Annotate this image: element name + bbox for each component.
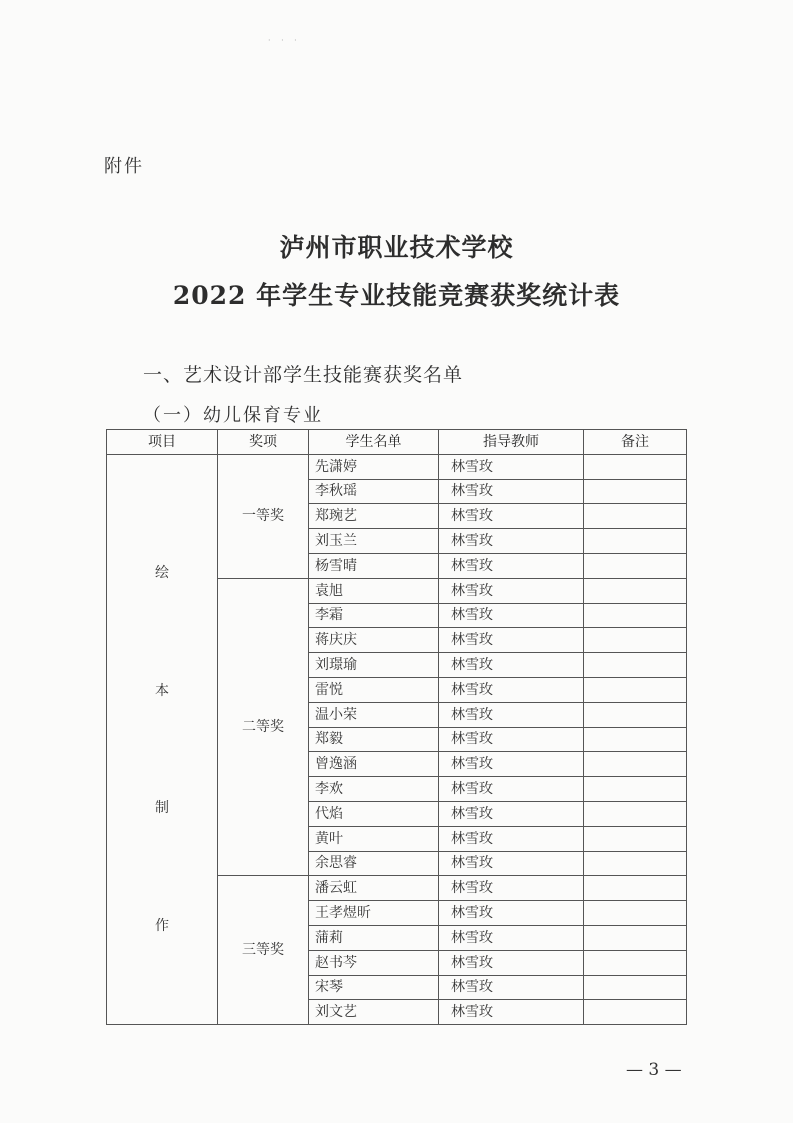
header-project: 项目	[107, 430, 218, 455]
note-cell	[584, 851, 687, 876]
teacher-name-cell: 林雪玫	[439, 553, 584, 578]
student-name-cell: 杨雪晴	[309, 553, 439, 578]
note-cell	[584, 578, 687, 603]
student-name-cell: 李欢	[309, 777, 439, 802]
teacher-name-cell: 林雪玫	[439, 504, 584, 529]
note-cell	[584, 876, 687, 901]
note-cell	[584, 801, 687, 826]
teacher-name-cell: 林雪玫	[439, 677, 584, 702]
award-cell: 二等奖	[218, 578, 309, 876]
student-name-cell: 李秋瑶	[309, 479, 439, 504]
note-cell	[584, 479, 687, 504]
document-title-line1: 泸州市职业技术学校	[279, 233, 514, 262]
teacher-name-cell: 林雪玫	[439, 851, 584, 876]
teacher-name-cell: 林雪玫	[439, 578, 584, 603]
student-name-cell: 潘云虹	[309, 876, 439, 901]
note-cell	[584, 950, 687, 975]
teacher-name-cell: 林雪玫	[439, 826, 584, 851]
project-char: 制	[155, 800, 169, 817]
student-name-cell: 温小荣	[309, 702, 439, 727]
teacher-name-cell: 林雪玫	[439, 1000, 584, 1025]
student-name-cell: 刘文艺	[309, 1000, 439, 1025]
project-char: 作	[155, 917, 169, 934]
student-name-cell: 黄叶	[309, 826, 439, 851]
note-cell	[584, 553, 687, 578]
teacher-name-cell: 林雪玫	[439, 479, 584, 504]
award-cell: 一等奖	[218, 454, 309, 578]
teacher-name-cell: 林雪玫	[439, 529, 584, 554]
note-cell	[584, 727, 687, 752]
note-cell	[584, 603, 687, 628]
note-cell	[584, 677, 687, 702]
student-name-cell: 余思睿	[309, 851, 439, 876]
student-name-cell: 郑毅	[309, 727, 439, 752]
student-name-cell: 袁旭	[309, 578, 439, 603]
note-cell	[584, 752, 687, 777]
student-name-cell: 宋琴	[309, 975, 439, 1000]
teacher-name-cell: 林雪玫	[439, 752, 584, 777]
header-note: 备注	[584, 430, 687, 455]
document-title-line2: 2022 年学生专业技能竞赛获奖统计表	[172, 281, 621, 310]
student-name-cell: 曾逸涵	[309, 752, 439, 777]
note-cell	[584, 454, 687, 479]
teacher-name-cell: 林雪玫	[439, 801, 584, 826]
header-teacher: 指导教师	[439, 430, 584, 455]
teacher-name-cell: 林雪玫	[439, 901, 584, 926]
note-cell	[584, 777, 687, 802]
note-cell	[584, 504, 687, 529]
note-cell	[584, 925, 687, 950]
note-cell	[584, 702, 687, 727]
note-cell	[584, 653, 687, 678]
student-name-cell: 王孝煜昕	[309, 901, 439, 926]
awards-table-body	[107, 454, 687, 1024]
teacher-name-cell: 林雪玫	[439, 950, 584, 975]
teacher-name-cell: 林雪玫	[439, 925, 584, 950]
teacher-name-cell: 林雪玫	[439, 975, 584, 1000]
note-cell	[584, 1000, 687, 1025]
teacher-name-cell: 林雪玫	[439, 702, 584, 727]
teacher-name-cell: 林雪玫	[439, 628, 584, 653]
student-name-cell: 蒋庆庆	[309, 628, 439, 653]
teacher-name-cell: 林雪玫	[439, 727, 584, 752]
scan-speckle: · · ·	[268, 36, 301, 45]
award-cell: 三等奖	[218, 876, 309, 1025]
note-cell	[584, 901, 687, 926]
teacher-name-cell: 林雪玫	[439, 876, 584, 901]
teacher-name-cell: 林雪玫	[439, 777, 584, 802]
header-student: 学生名单	[309, 430, 439, 455]
project-char: 本	[155, 682, 169, 699]
student-name-cell: 刘璟瑜	[309, 653, 439, 678]
student-name-cell: 蒲莉	[309, 925, 439, 950]
page-number: — 3 —	[626, 1060, 682, 1080]
section-heading: 一、艺术设计部学生技能赛获奖名单	[143, 364, 464, 386]
note-cell	[584, 826, 687, 851]
table-row	[107, 454, 687, 479]
project-cell	[107, 454, 218, 1024]
student-name-cell: 李霜	[309, 603, 439, 628]
awards-table	[106, 429, 687, 1025]
project-char: 绘	[155, 565, 169, 582]
student-name-cell: 先潇婷	[309, 454, 439, 479]
note-cell	[584, 529, 687, 554]
teacher-name-cell: 林雪玫	[439, 603, 584, 628]
header-award: 奖项	[218, 430, 309, 455]
attachment-label: 附件	[104, 156, 144, 177]
note-cell	[584, 975, 687, 1000]
note-cell	[584, 628, 687, 653]
student-name-cell: 代焰	[309, 801, 439, 826]
student-name-cell: 刘玉兰	[309, 529, 439, 554]
teacher-name-cell: 林雪玫	[439, 653, 584, 678]
student-name-cell: 赵书芩	[309, 950, 439, 975]
table-header-row	[107, 430, 687, 455]
student-name-cell: 郑琬艺	[309, 504, 439, 529]
subsection-heading: （一）幼儿保育专业	[143, 405, 323, 426]
student-name-cell: 雷悦	[309, 677, 439, 702]
teacher-name-cell: 林雪玫	[439, 454, 584, 479]
